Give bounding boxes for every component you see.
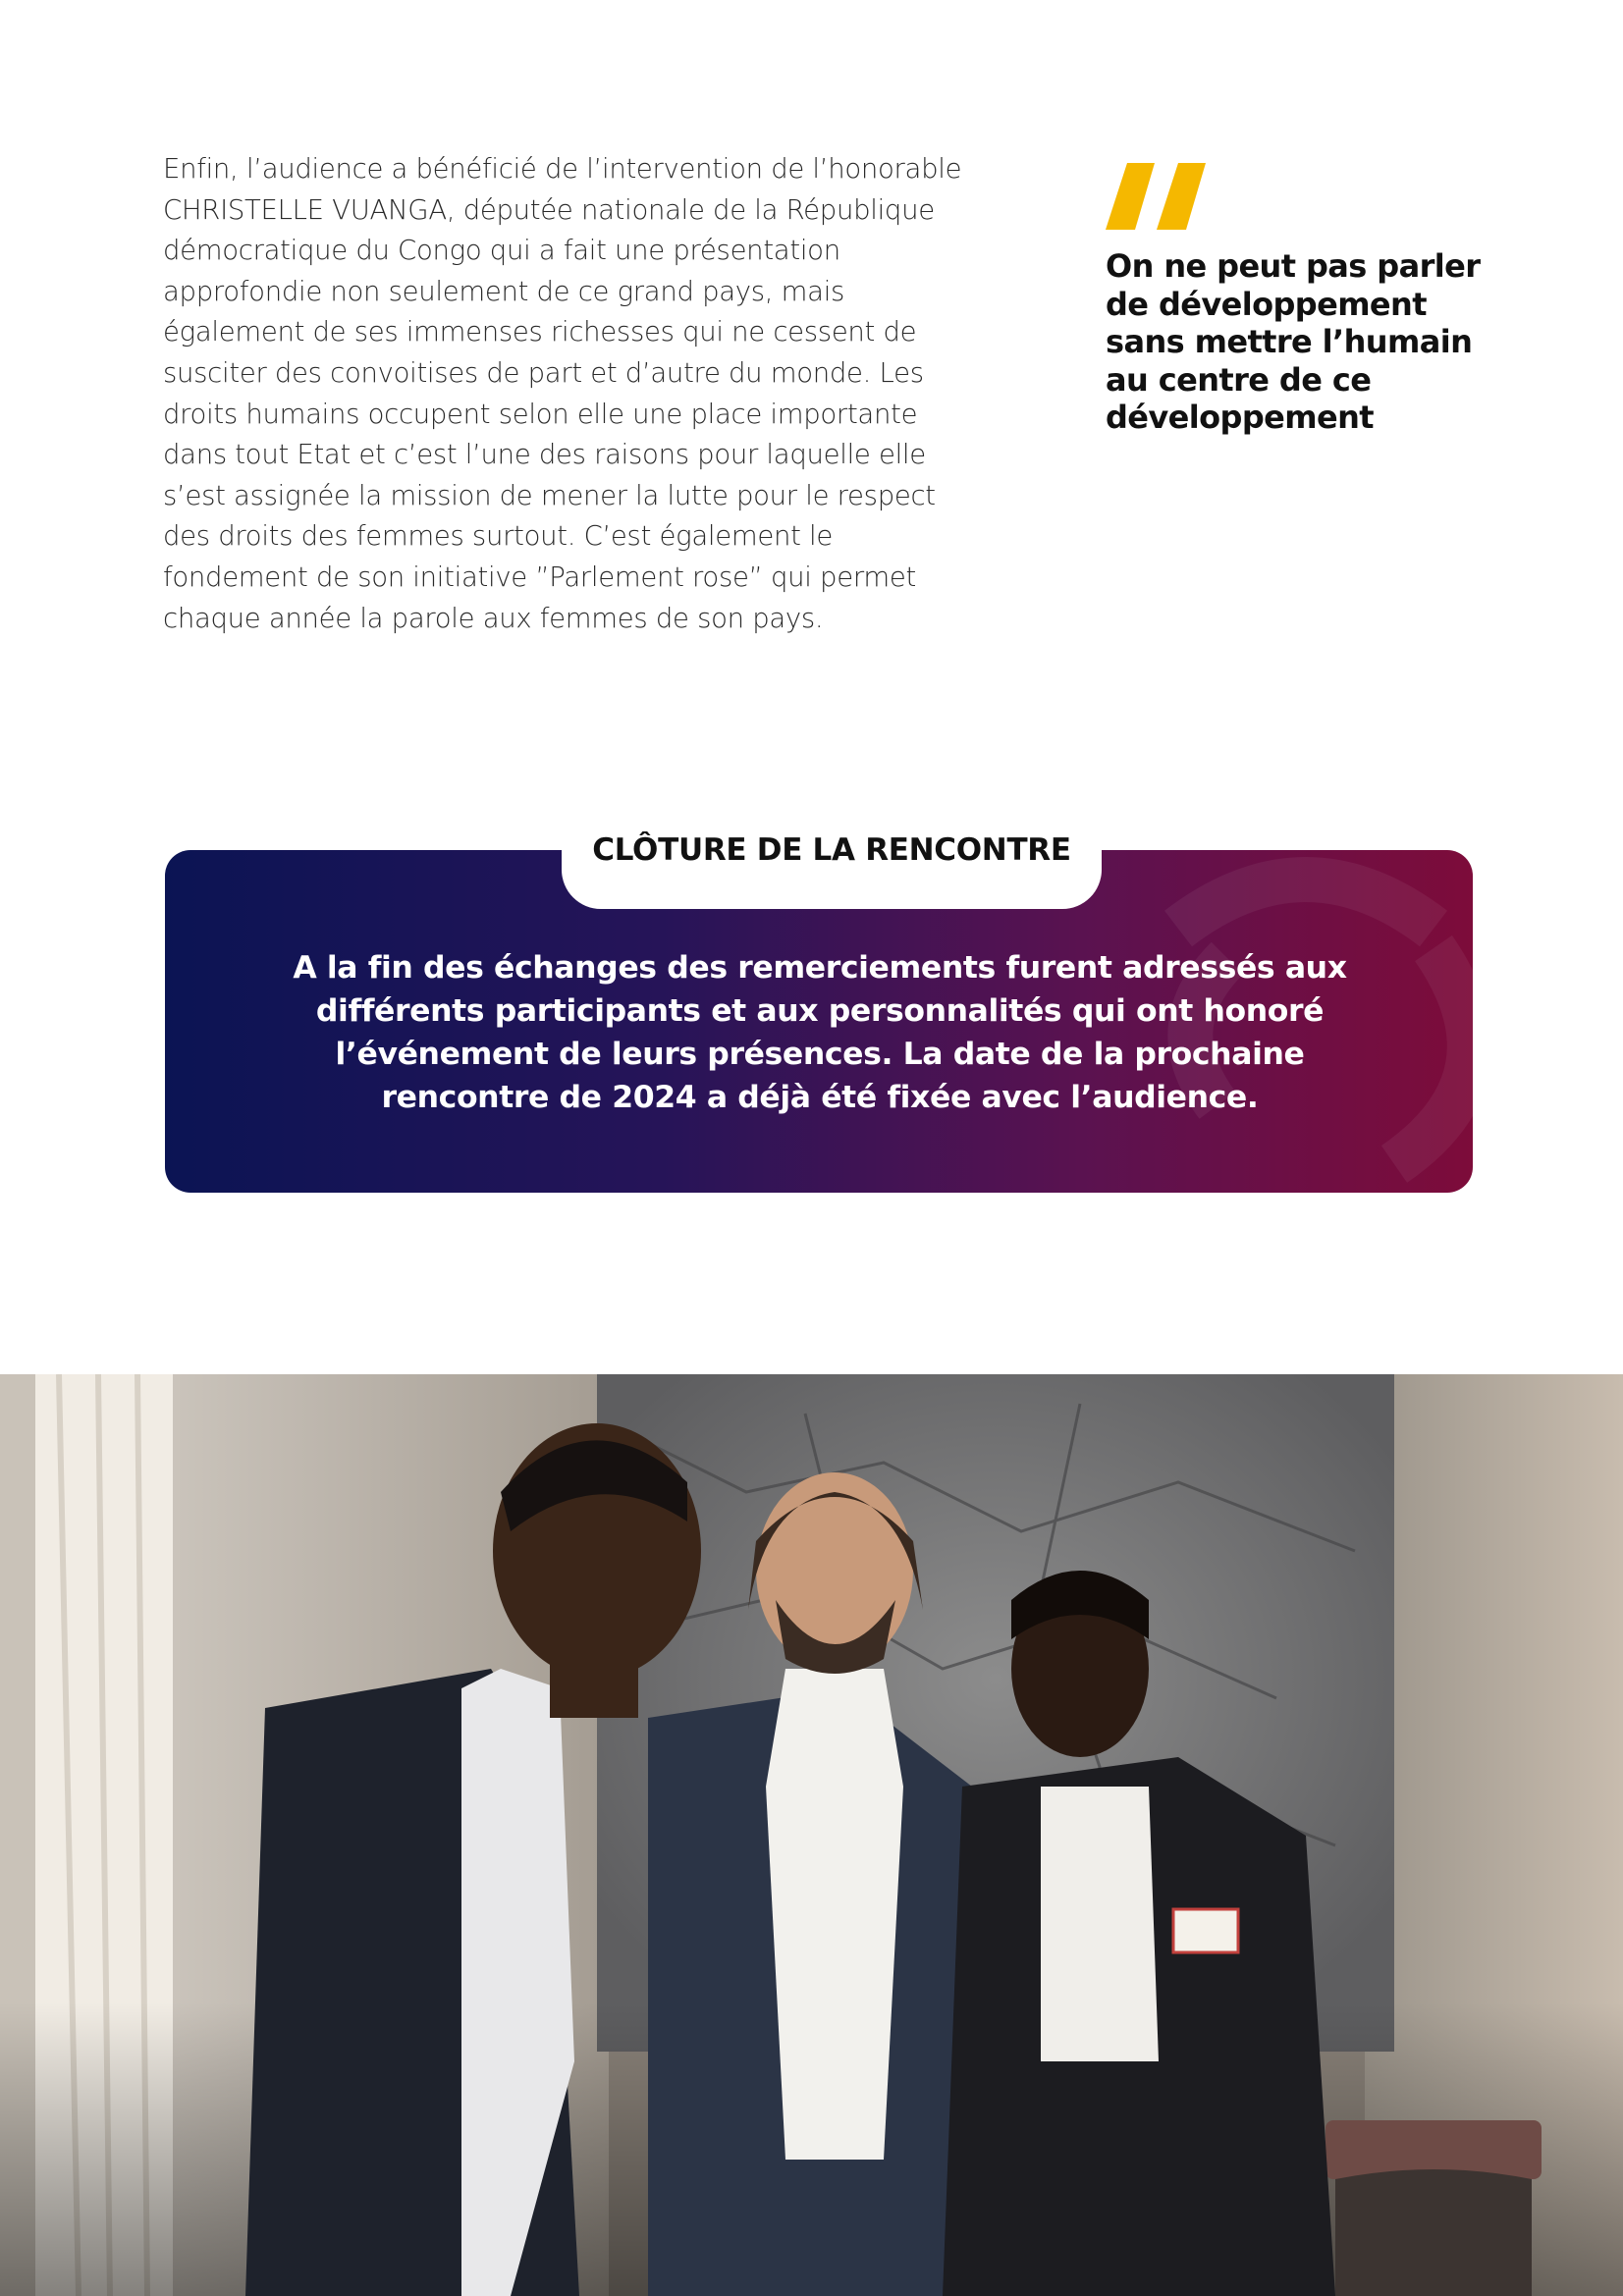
closing-title-tab: [562, 825, 1102, 909]
closing-text: A la fin des échanges des remerciements furent adressés aux différents participants et aux personnalités qui ont honoré l’événement de leurs présences. La date de la prochaine rencontre de 2024 a déjà été fixée avec l’audience.: [293, 950, 1347, 1115]
closing-title: CLÔTURE DE LA RENCONTRE: [592, 832, 1071, 868]
group-photo: [0, 1374, 1623, 2296]
quote-mark-icon: [1106, 163, 1208, 230]
pull-quote: On ne peut pas parler de développement sans mettre l’humain au centre de ce développement: [1106, 247, 1481, 436]
intro-paragraph: Enfin, l’audience a bénéficié de l’intervention de l’honorable CHRISTELLE VUANGA, députée nationale de la République démocratique du Congo qui a fait une présentation approfondie non seulement de ce grand pays, mais également de ses immenses richesses qui ne cessent de susciter des convoitises de part et d’autre du monde. Les droits humains occupent selon elle une place importante dans tout Etat et c’est l’une des raisons pour laquelle elle s’est assignée la mission de mener la lutte pour le respect des droits des femmes surtout. C’est également le fondement de son initiative ”Parlement rose” qui permet chaque année la parole aux femmes de son pays.: [163, 153, 962, 634]
